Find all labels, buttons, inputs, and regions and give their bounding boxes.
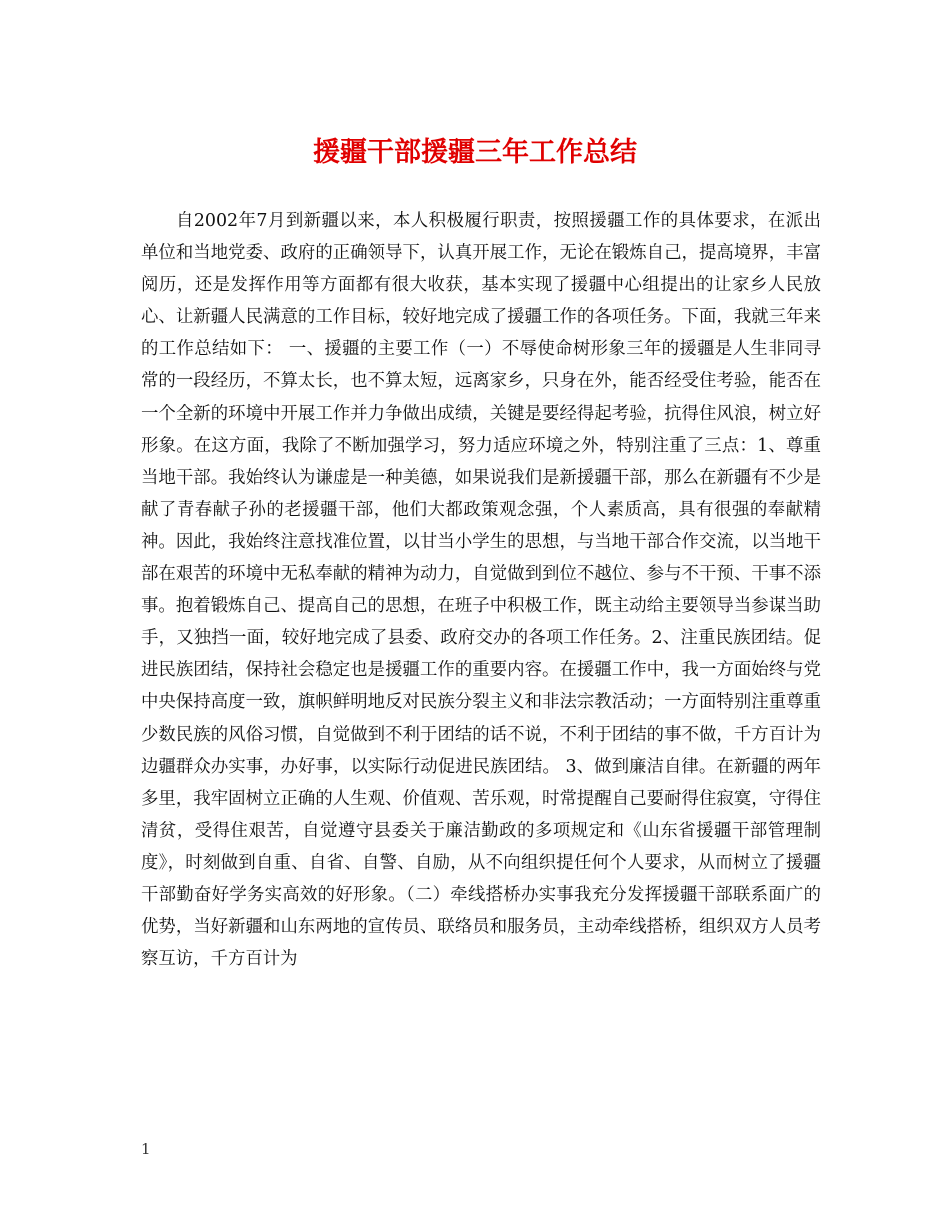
page-number: 1 bbox=[141, 1140, 151, 1158]
document-title: 援疆干部援疆三年工作总结 bbox=[313, 137, 637, 168]
body-paragraph: 自2002年7月到新疆以来，本人积极履行职责，按照援疆工作的具体要求，在派出单位和当地党委、政府的正确领导下，认真开展工作，无论在锻炼自己，提高境界，丰富阅历，还是发挥作用等方面都有很大收获，基本实现了援疆中心组提出的让家乡人民放心、让新疆人民满意的工作目标，较好地完成了援疆工作的各项任务。下面，我就三年来的工作总结如下： 一、援疆的主要工作（一）不辱使命树形象三年的援疆是人生非同寻常的一段经历，不算太长，也不算太短，远离家乡，只身在外，能否经受住考验，能否在一个全新的环境中开展工作并力争做出成绩，关键是要经得起考验，抗得住风浪，树立好形象。在这方面，我除了不断加强学习，努力适应环境之外，特别注重了三点：1、尊重当地干部。我始终认为谦虚是一种美德，如果说我们是新援疆干部，那么在新疆有不少是献了青春献子孙的老援疆干部，他们大都政策观念强，个人素质高，具有很强的奉献精神。因此，我始终注意找准位置，以甘当小学生的思想，与当地干部合作交流，以当地干部在艰苦的环境中无私奉献的精神为动力，自觉做到到位不越位、参与不干预、干事不添事。抱着锻炼自己、提高自己的思想，在班子中积极工作，既主动给主要领导当参谋当助手，又独挡一面，较好地完成了县委、政府交办的各项工作任务。2、注重民族团结。促进民族团结，保持社会稳定也是援疆工作的重要内容。在援疆工作中，我一方面始终与党中央保持高度一致，旗帜鲜明地反对民族分裂主义和非法宗教活动；一方面特别注重尊重少数民族的风俗习惯，自觉做到不利于团结的话不说，不利于团结的事不做，千方百计为边疆群众办实事，办好事，以实际行动促进民族团结。 3、做到廉洁自律。在新疆的两年多里，我牢固树立正确的人生观、价值观、苦乐观，时常提醒自己要耐得住寂寞，守得住清贫，受得住艰苦，自觉遵守县委关于廉洁勤政的多项规定和《山东省援疆干部管理制度》，时刻做到自重、自省、自警、自励，从不向组织提任何个人要求，从而树立了援疆干部勤奋好学务实高效的好形象。（二）牵线搭桥办实事我充分发挥援疆干部联系面广的优势，当好新疆和山东两地的宣传员、联络员和服务员，主动牵线搭桥，组织双方人员考察互访，千方百计为 bbox=[141, 211, 821, 970]
